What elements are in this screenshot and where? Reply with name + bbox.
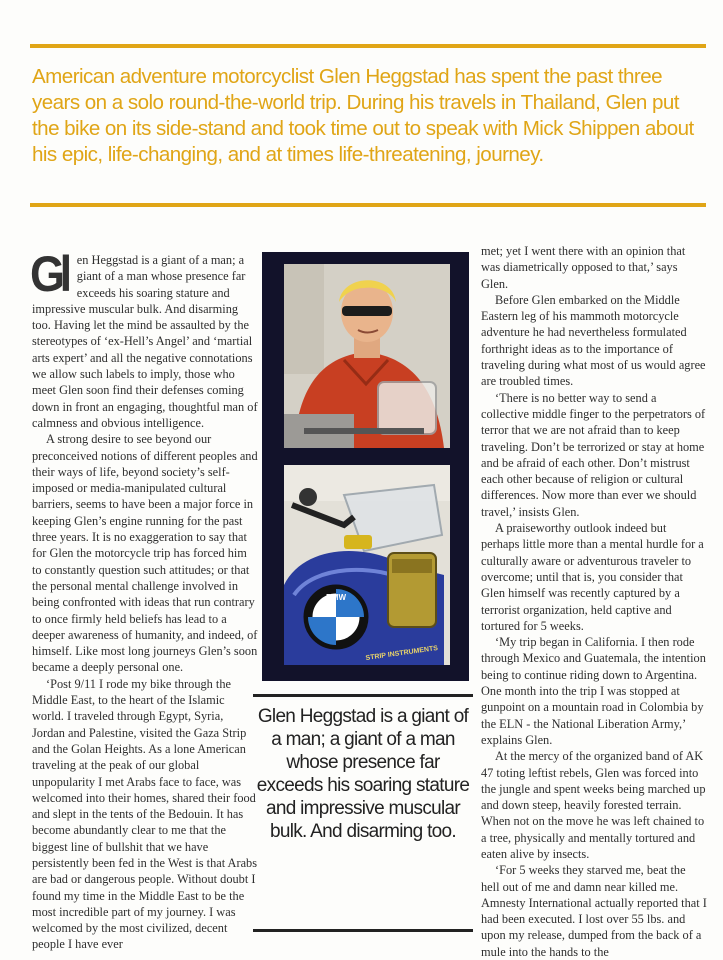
bottom-accent-rule	[30, 203, 706, 207]
intro-standfirst: American adventure motorcyclist Glen Heggstad has spent the past three years on a solo round-the-world trip. During his travels in Thailand, Glen put the bike on its side-stand and took time out to speak with Mick Shippen about his epic, life-changing, and at times life-threatening, journey.	[32, 65, 694, 166]
article-paragraph: Gl en Heggstad is a giant of a man; a giant of a man whose presence far exceeds his soaring stature and impressive muscular bulk. And disarming too. Having let the mind be assaulted by the stereotypes of ‘ex-Hell’s Angel’ and ‘martial arts expert’ and all the negative connotations we allow such labels to imply, those who meet Glen soon find their defenses coming down in front an engaging, thoughtful man of calmness and obvious intelligence.	[30, 246, 258, 430]
bag-lettering: STRIP INSTRUMENTS	[365, 644, 439, 663]
photo-motorcycle	[284, 465, 450, 665]
article-paragraph: A strong desire to see beyond our preconceived notions of different peoples and their ways of life, beyond society’s self-imposed or media-manipulated cultural barriers, seems to have been a major force in keeping Glen’s engine running for the past three years. It is no exaggeration to say that for Glen the motorcycle trip has forced him to constantly question such attitudes; or that the personal mental challenge involved in being confronted with ideas that run contrary to once firmly held beliefs has lead to a deeper awareness of humanity, and indeed, of himself. Like most long journeys Glen’s soon became a deeply personal one.	[32, 432, 258, 675]
article-paragraph: At the mercy of the organized band of AK 47 toting leftist rebels, Glen was forced into the jungle and spent weeks being marched up and down steep, heavily forested terrain. When not on the move he was left chained to a tree, physically and mentally tortured and eaten alive by insects.	[481, 749, 706, 861]
bmw-logo-text: BMW	[326, 593, 346, 602]
rider-portrait-illustration	[284, 264, 450, 448]
article-paragraph: A praiseworthy outlook indeed but perhaps little more than a mental hurdle for a culturally aware or adventurous traveler to overcome; until that is, you consider that Glen himself was recently captured by a terrorist organization, held captive and tortured for 5 weeks.	[481, 521, 704, 633]
article-paragraph: ‘Post 9/11 I rode my bike through the Middle East, to the heart of the Islamic world. I traveled through Egypt, Syria, Jordan and Palestine, visited the Gaza Strip and the Golan Heights. As a lone American traveling at the peak of our global unpopularity I met Arabs face to face, was welcomed into their homes, shared their food and slept in the tents of the Bedouin. It has become abundantly clear to me that the biggest line of bullshit that we have persistently been fed in the West is that Arabs are bad or dangerous people. Without doubt I found my time in the Middle East to be the most incredible part of my journey. I was welcomed by the most civilized, decent people I have ever	[32, 676, 258, 952]
drop-cap: Gl	[30, 246, 67, 302]
article-column-left	[30, 246, 258, 953]
motorcycle-illustration	[284, 465, 450, 665]
article-paragraph: met; yet I went there with an opinion that was diametrically opposed to that,’ says Glen.	[481, 244, 686, 291]
article-column-right	[481, 243, 707, 960]
top-accent-rule	[30, 44, 706, 48]
pull-quote: Glen Heggstad is a giant of a man; a giant of a man whose presence far exceeds his soaring stature and impressive muscular bulk. And disarming too.	[253, 694, 473, 932]
article-paragraph: ‘There is no better way to send a collective middle finger to the perpetrators of terror that we are not afraid than to keep traveling. Don’t be terrorized or stay at home and be afraid of each other. Don’t mistrust each other because of religion or cultural differences. Now more than ever we should travel,’ insists Glen.	[481, 390, 706, 519]
article-paragraph: ‘For 5 weeks they starved me, beat the hell out of me and damn near killed me. Amnesty International actually reported that I had been executed. I lost over 55 lbs. and upon my release, dumped from the back of a mule into the hands to the	[481, 863, 707, 959]
photo-rider-portrait	[284, 264, 450, 448]
photo-panel	[262, 252, 469, 681]
article-paragraph: ‘My trip began in California. I then rode through Mexico and Guatemala, the intention being to continue riding down to Argentina. One month into the trip I was stopped at gunpoint on a mountain road in Colombia by the ELN - the National Liberation Army,’ explains Glen.	[481, 635, 706, 747]
article-paragraph: Before Glen embarked on the Middle Eastern leg of his mammoth motorcycle adventure he had nevertheless formulated forthright ideas as to the importance of traveling during what most of us would agree are troubled times.	[481, 292, 706, 389]
